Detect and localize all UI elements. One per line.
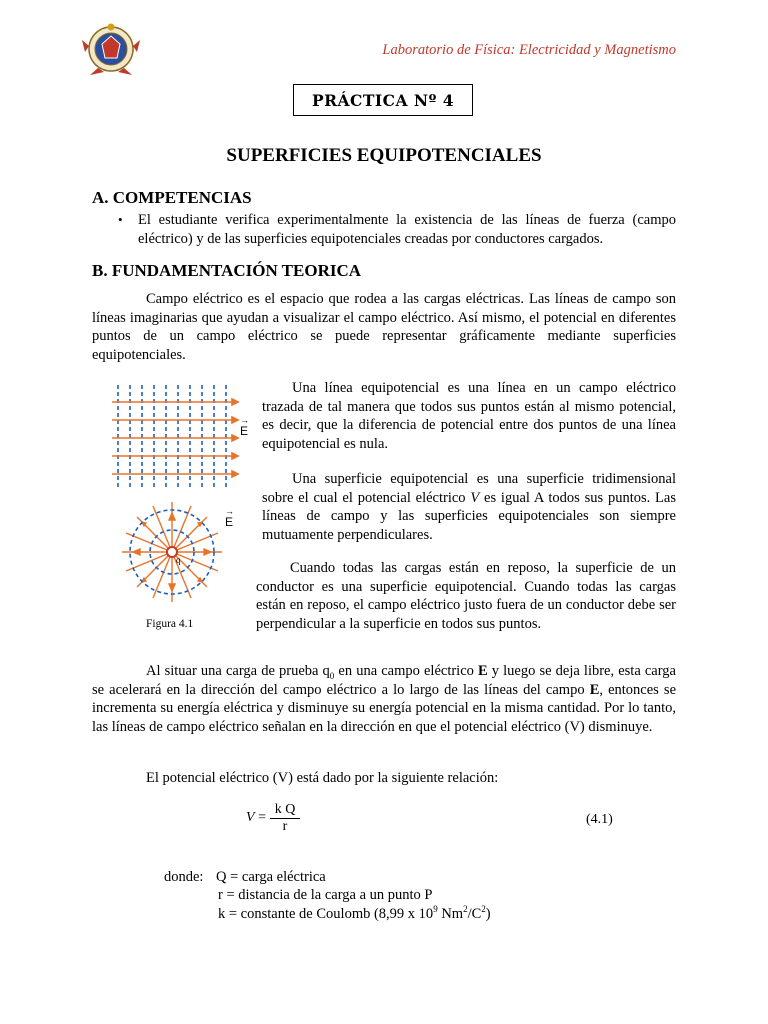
lab-header-title: Laboratorio de Física: Electricidad y Magnetismo — [382, 42, 676, 58]
paragraph-conductor-reposo: Cuando todas las cargas están en reposo, la superficie de un conductor es una superficie equipotencial. Cuando todas las cargas están en reposo, el campo eléctrico justo fuera de un conductor debe ser perpendicular a la superficie en todos sus puntos. — [256, 560, 676, 632]
practica-label: PRÁCTICA Nº 4 — [311, 90, 455, 110]
where-k: k = constante de Coulomb (8,99 x $10^9$ $Nm^2/C^2$) — [218, 904, 491, 922]
uniform-field-lines — [112, 399, 238, 477]
formula-numerator: k Q — [270, 802, 300, 819]
paragraph-campo-electrico: Campo eléctrico es el espacio que rodea a las cargas eléctricas. Las líneas de campo son líneas imaginarias que ayudan a visualizar el campo eléctrico. Así mismo, el potencial en diferentes puntos de un campo eléctrico se puede representar gráficamente mediante superficies equipotenciales. — [92, 291, 676, 363]
formula-fraction — [270, 802, 300, 835]
figure-caption: Figura 4.1 — [146, 618, 194, 630]
section-a-heading: A. COMPETENCIAS — [92, 188, 252, 207]
where-r: r = distancia de la carga a un punto P — [218, 887, 433, 903]
competencia-bullet-text: El estudiante verifica experimentalmente la existencia de las líneas de fuerza (campo eléctrico) y de las superficies equipotenciales creadas por conductores cargados. — [138, 212, 676, 247]
paragraph-carga-prueba: Al situar una carga de prueba $q_0$ en una campo eléctrico E y luego se deja libre, esta carga se acelerará en la dirección del campo eléctrico a lo largo de las líneas del campo E, entonces se incrementa su energía eléctrica y disminuye su energía potencial en la misma cantidad. Por lo tanto, las líneas de campo eléctrico señalan en la dirección en que el potencial eléctrico (V) disminuye. — [92, 663, 677, 735]
field-e-label-top: → E — [240, 415, 249, 438]
formula-number: (4.1) — [586, 812, 613, 827]
where-label: donde: — [164, 869, 204, 885]
uniform-equipotential-lines — [118, 385, 226, 488]
practica-number-box — [293, 84, 473, 116]
section-b-heading: B. FUNDAMENTACIÓN TEORICA — [92, 261, 362, 280]
field-e-label-bottom: → E — [225, 506, 234, 529]
charge-q-label: q — [176, 555, 181, 565]
figure-4-1-field-diagram — [108, 380, 258, 605]
formula-potential: V = — [246, 810, 266, 825]
page-title: SUPERFICIES EQUIPOTENCIALES — [226, 145, 542, 166]
bullet-dot-icon: • — [118, 212, 123, 227]
where-q: Q = carga eléctrica — [216, 869, 326, 885]
paragraph-potencial-relacion: El potencial eléctrico (V) está dado por la siguiente relación: — [146, 770, 499, 786]
formula-lhs: V — [246, 810, 255, 825]
paragraph-linea-equipotencial: Una línea equipotencial es una línea en un campo eléctrico trazada de tal manera que todos sus puntos están al mismo potencial, es decir, que la diferencia de potencial entre dos puntos de una línea equipotencial es nula. — [262, 380, 676, 452]
formula-denominator: r — [282, 819, 288, 834]
paragraph-superficie-equipotencial: Una superficie equipotencial es una superficie tridimensional sobre el cual el potencial eléctrico V es igual A todos sus puntos. Las líneas de campo y las superficies equipotenciales son siempre mutuamente perpendiculares. — [262, 471, 676, 543]
